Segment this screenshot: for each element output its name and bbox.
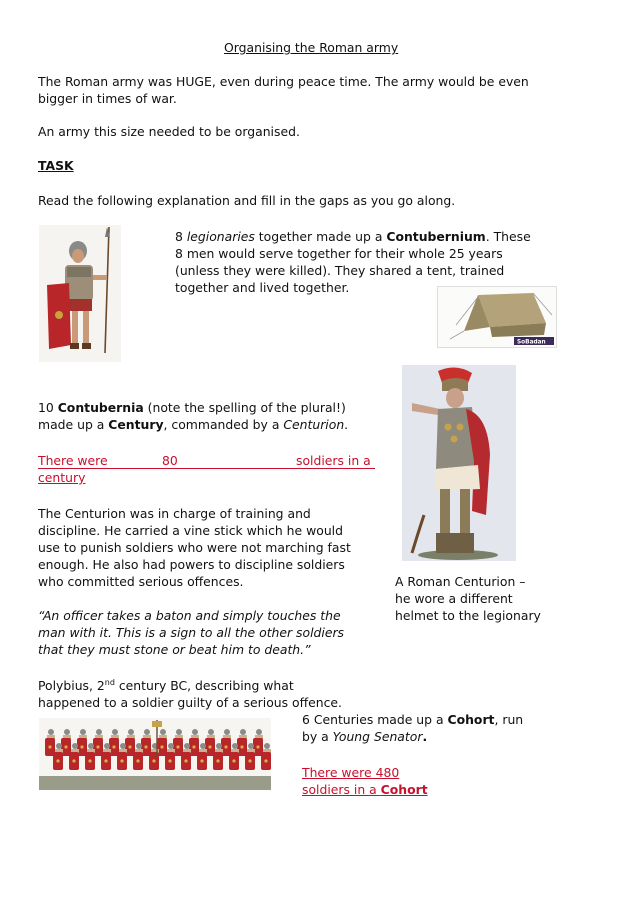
intro-line-1: The Roman army was HUGE, even during peace time. The army would be even [38,74,529,89]
caption-line-3: helmet to the legionary [395,608,541,623]
cohort-fill-line-1: There were 480 [302,765,400,780]
centurion-desc-4: enough. He also had powers to discipline soldiers [38,557,345,572]
cohort-fill-line-2: soldiers in a Cohort [302,782,428,797]
century-fill-label-end: soldiers in a [296,453,371,468]
century-fill-word: century [38,470,86,485]
century-line-2: made up a Century, commanded by a Centurion. [38,417,349,432]
centurion-image [402,365,516,561]
task-heading: TASK [38,158,74,173]
century-fill-label: There were [38,453,108,468]
centurion-desc-5: who committed serious offences. [38,574,244,589]
intro-line-2: bigger in times of war. [38,91,177,106]
tent-logo-text: SoBadan [517,339,546,346]
caption-line-1: A Roman Centurion – [395,574,526,589]
quote-line-3: that they must stone or beat him to death.” [38,642,311,657]
centurion-desc-2: discipline. He carried a vine stick which he would [38,523,343,538]
intro-line-3: An army this size needed to be organised. [38,124,300,139]
contubernium-line-2: 8 men would serve together for their whole 25 years [175,246,503,261]
quote-line-1: “An officer takes a baton and simply touches the [38,608,341,623]
cohort-line-2: by a Young Senator. [302,729,428,744]
century-fill-line [38,452,375,469]
cohort-line-1: 6 Centuries made up a Cohort, run [302,712,524,727]
contubernium-line-1: 8 legionaries together made up a Contubernium. These [175,229,531,244]
centurion-desc-3: use to punish soldiers who were not marching fast [38,540,351,555]
century-fill-value: 80 [162,453,178,468]
caption-line-2: he wore a different [395,591,513,606]
contubernium-line-4: together and lived together. [175,280,350,295]
century-line-1: 10 Contubernia (note the spelling of the plural!) [38,400,346,415]
contubernium-line-3: (unless they were killed). They shared a tent, trained [175,263,505,278]
task-instruction: Read the following explanation and fill in the gaps as you go along. [38,193,456,208]
army-formation-image [39,718,271,790]
source-line-2: happened to a soldier guilty of a serious offence. [38,695,342,710]
quote-line-2: man with it. This is a sign to all the other soldiers [38,625,345,640]
tent-image [437,286,557,348]
page-title: Organising the Roman army [224,40,399,55]
legionary-image [39,225,121,362]
centurion-desc-1: The Centurion was in charge of training and [38,506,311,521]
source-line-1: Polybius, 2nd century BC, describing what [38,677,294,693]
